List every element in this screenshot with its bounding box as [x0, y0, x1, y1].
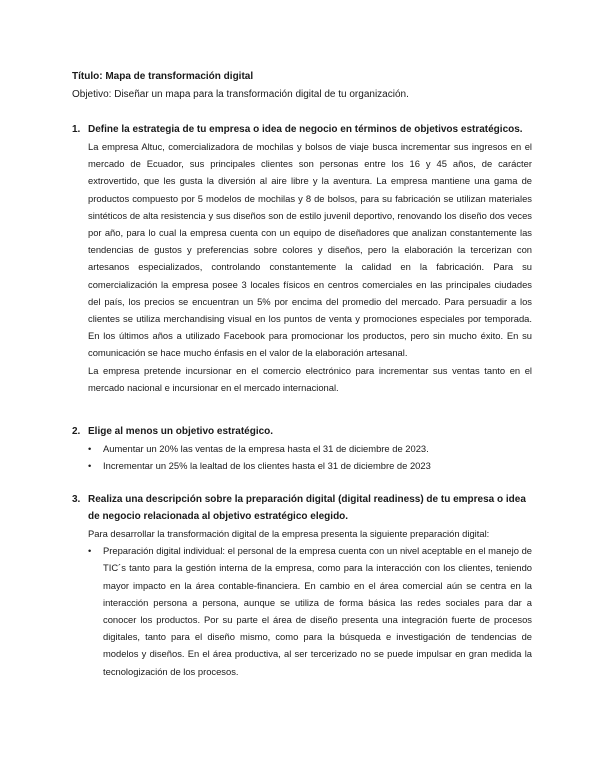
section-1-paragraph-2: La empresa pretende incursionar en el comercio electrónico para incrementar sus ventas tanto en el mercado nacional e incursionar en el mercado internacional. — [88, 364, 532, 393]
section-3 — [72, 491, 532, 680]
section-1-paragraph-1: La empresa Altuc, comercializadora de mochilas y bolsos de viaje busca incrementar sus ingresos en el mercado de Ecuador, sus principales clientes son personas entre los 16 y 45 años, de carácter extrovertido, que les gusta la diversión al aire libre y la aventura. La empresa mantiene una gama de productos compuesto por 5 modelos de mochilas y 8 de bolsos, para su fabricación se utilizan materiales sintéticos de alta resistencia y sus diseños son de estilo juvenil deportivo, renovando los diseño dos veces por año, para lo cual la empresa cuenta con un equipo de diseñadores que analizan constantemente las tendencias de gustos y preferencias sobre colores y diseños, pero la elaboración la tercerizan con artesanos especializados, controlando constantemente la calidad en la fabricación. Para su comercialización la empresa posee 3 locales físicos en centros comerciales en las principales ciudades del país, los precios se encuentran un 5% por encima del promedio del mercado. Para persuadir a los clientes se utiliza merchandising visual en los puntos de venta y promociones especiales por temporada. En los últimos años a utilizado Facebook para promocionar los productos, pero sin mucho éxito. En su comunicación se hace mucho énfasis en el valor de la elaboración artesanal. — [88, 141, 532, 359]
document-objective: Objetivo: Diseñar un mapa para la transformación digital de tu organización. — [72, 89, 409, 100]
list-item-text: Preparación digital individual: el personal de la empresa cuenta con un nivel aceptable en el manejo de TIC´s tanto para la gestión interna de la empresa, como para la interacción con los clientes, teniendo mayor impacto en la área contable-financiera. En cambio en el área comercial aún se centra en la interacción persona a persona, aunque se utiliza de forma básica las redes sociales para dar a conocer los productos. Por su parte el área de diseño presenta una integración fuerte de procesos digitales, tanto para el diseño mismo, como para la búsqueda e investigación de tendencias de modelos y diseños. En el área productiva, al ser tercerizado no se puede impulsar en gran medida la tecnologización de los procesos. — [103, 545, 532, 677]
section-2 — [72, 423, 532, 474]
section-3-heading — [72, 491, 532, 525]
list-item — [88, 440, 532, 457]
section-2-number: 2. — [72, 426, 81, 437]
list-item-text: Incrementar un 25% la lealtad de los clientes hasta el 31 de diciembre de 2023 — [103, 460, 431, 472]
section-3-intro: Para desarrollar la transformación digital de la empresa presenta la siguiente preparación digital: — [88, 528, 490, 539]
section-1-heading — [72, 121, 532, 138]
bullet-icon: • — [88, 460, 92, 472]
bullet-icon: • — [88, 443, 92, 454]
section-2-bullet-list — [72, 440, 532, 474]
section-2-heading — [72, 423, 532, 440]
section-2-heading-text: Elige al menos un objetivo estratégico. — [88, 426, 274, 437]
section-3-heading-text: Realiza una descripción sobre la preparación digital (digital readiness) de tu empresa o idea de negocio relacionada al objetivo estratégico elegido. — [88, 494, 526, 522]
list-item-text: Aumentar un 20% las ventas de la empresa hasta el 31 de diciembre de 2023. — [103, 443, 429, 454]
list-item — [88, 457, 532, 474]
section-1-number: 1. — [72, 124, 81, 135]
list-item — [88, 542, 532, 680]
section-3-bullet-list — [72, 542, 532, 680]
section-1-heading-text: Define la estrategia de tu empresa o idea de negocio en términos de objetivos estratégicos. — [88, 124, 523, 135]
document-title: Título: Mapa de transformación digital — [72, 71, 254, 82]
bullet-icon: • — [88, 545, 92, 557]
section-3-number: 3. — [72, 494, 81, 505]
section-1 — [72, 121, 532, 396]
